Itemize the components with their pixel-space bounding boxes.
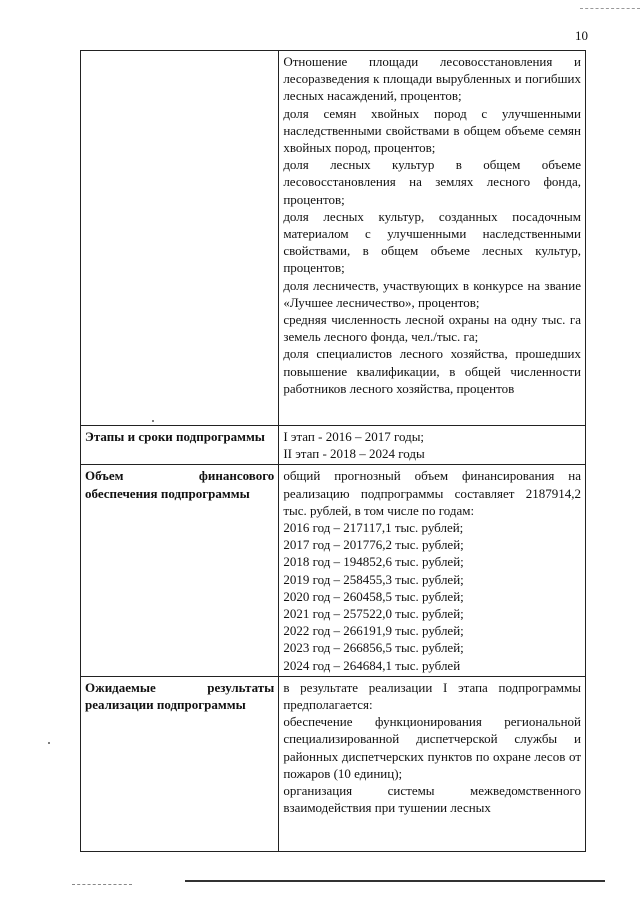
stage-line: II этап - 2018 – 2024 годы	[283, 446, 425, 462]
indicator-line: доля лесных культур в общем объеме лесовосстановления на землях лесного фонда, процентов;	[283, 157, 581, 207]
funding-year-line: 2017 год – 201776,2 тыс. рублей;	[283, 537, 464, 553]
indicator-line: средняя численность лесной охраны на одну тыс. га земель лесного фонда, чел./тыс. га;	[283, 312, 581, 345]
indicator-line: доля семян хвойных пород с улучшенными наследственными свойствами в общем объеме семян хвойных пород, процентов;	[283, 105, 581, 156]
row-label-stages: Этапы и сроки подпрограммы	[81, 426, 279, 465]
scan-artifact-line	[580, 8, 640, 9]
result-line: организация системы межведомственного взаимодействия при тушении лесных	[283, 783, 581, 816]
funding-year-line: 2022 год – 266191,9 тыс. рублей;	[283, 623, 464, 639]
indicator-line: Отношение площади лесовосстановления и лесоразведения к площади вырубленных и погибших лесных насаждений, процентов;	[283, 54, 581, 104]
subprogram-passport-table	[80, 50, 586, 852]
indicator-line: доля специалистов лесного хозяйства, прошедших повышение квалификации, в общей численности работников лесного хозяйства, процентов	[283, 346, 581, 396]
table-row-stages	[81, 426, 586, 465]
row-value-results	[279, 676, 586, 851]
funding-year-line: 2021 год – 257522,0 тыс. рублей;	[283, 606, 464, 622]
funding-year-line: 2016 год – 217117,1 тыс. рублей;	[283, 520, 464, 536]
funding-year-line: 2020 год – 260458,5 тыс. рублей;	[283, 588, 464, 604]
indicator-line: доля лесных культур, созданных посадочным материалом с улучшенными наследственными свойствами, в общем объеме лесных культур, процентов;	[283, 208, 581, 276]
funding-year-line: 2018 год – 194852,6 тыс. рублей;	[283, 554, 464, 570]
page-number: 10	[575, 28, 588, 43]
stage-line: I этап - 2016 – 2017 годы;	[283, 429, 425, 444]
row-value-funding	[279, 465, 586, 676]
funding-by-year-list	[283, 519, 581, 674]
funding-total: общий прогнозный объем финансирования на реализацию подпрограммы составляет 2187914,2 тыс. рублей, в том числе по годам:	[283, 468, 581, 518]
scan-speck	[48, 742, 50, 744]
indicator-line: доля лесничеств, участвующих в конкурсе на звание «Лучшее лесничество», процентов;	[283, 277, 581, 310]
table-row-indicators	[81, 51, 586, 426]
row-label-empty	[81, 51, 279, 426]
result-line: в результате реализации I этапа подпрограммы предполагается:	[283, 679, 581, 713]
row-value-stages	[279, 426, 586, 465]
row-label-funding: Объем финансового обеспечения подпрограммы	[81, 465, 279, 676]
scan-artifact-line	[72, 884, 132, 885]
funding-year-line: 2023 год – 266856,5 тыс. рублей;	[283, 640, 464, 656]
funding-year-line: 2024 год – 264684,1 тыс. рублей	[283, 657, 461, 673]
scan-speck	[152, 420, 154, 422]
row-label-results: Ожидаемые результаты реализации подпрограммы	[81, 676, 279, 851]
table-row-results	[81, 676, 586, 851]
result-line: обеспечение функционирования региональной специализированной диспетчерской службы и районных диспетчерских пунктов по охране лесов от пожаров (10 единиц);	[283, 714, 581, 781]
scan-artifact-bar	[185, 880, 605, 882]
funding-year-line: 2019 год – 258455,3 тыс. рублей;	[283, 571, 464, 587]
table-row-funding	[81, 465, 586, 676]
row-value-indicators	[279, 51, 586, 426]
